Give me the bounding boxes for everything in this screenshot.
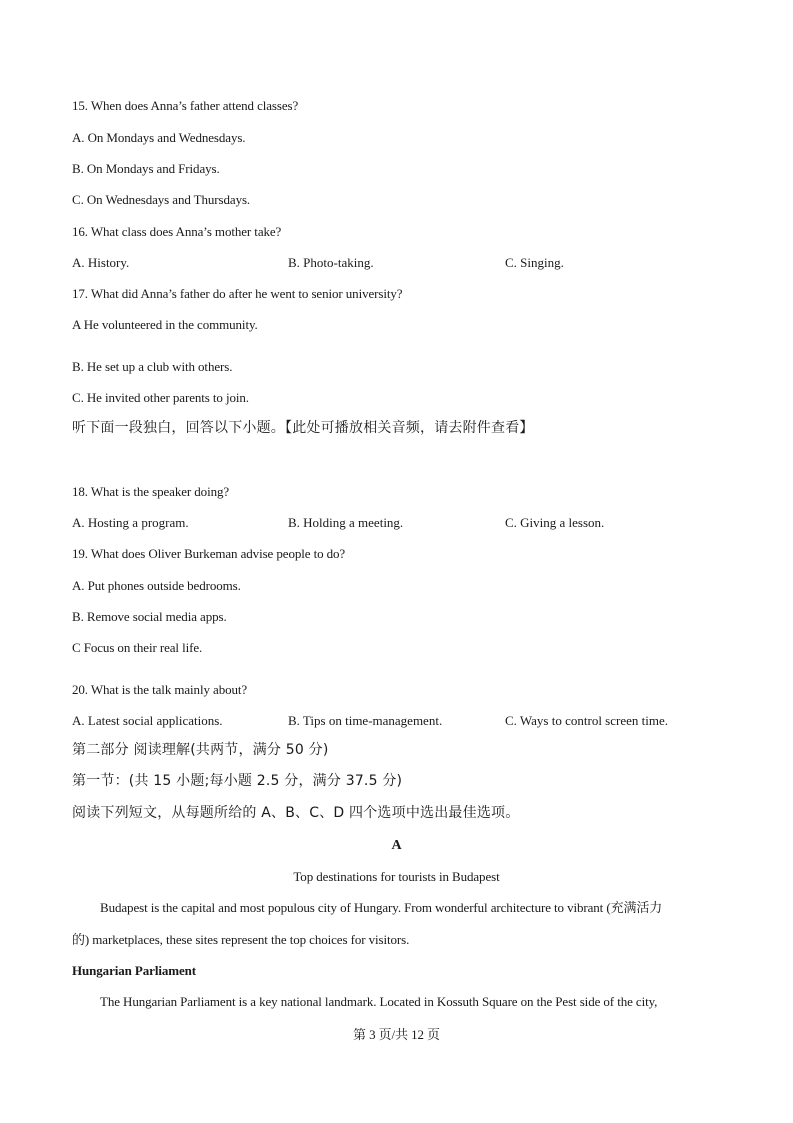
q18-question: 18. What is the speaker doing?	[72, 484, 230, 499]
passage-title: Top destinations for tourists in Budapest	[293, 869, 500, 884]
q16-option-a: A. History.	[72, 255, 130, 270]
intro-line-1: Budapest is the capital and most populous city of Hungary. From wonderful architecture to vibrant (充满活力	[100, 900, 663, 915]
passage-letter: A	[391, 838, 402, 853]
q16-option-c: C. Singing.	[505, 255, 564, 270]
q16-question: 16. What class does Anna’s mother take?	[72, 224, 282, 239]
q19-option-a: A. Put phones outside bedrooms.	[72, 578, 241, 593]
q17-option-a: A He volunteered in the community.	[72, 317, 258, 332]
intro-line-2: 的) marketplaces, these sites represent the top choices for visitors.	[72, 932, 410, 947]
q16-option-b: B. Photo-taking.	[288, 255, 374, 270]
part-two-heading: 第二部分 阅读理解(共两节，满分 50 分)	[72, 742, 329, 758]
subheading-hungarian-parliament: Hungarian Parliament	[72, 963, 197, 978]
q17-option-b: B. He set up a club with others.	[72, 359, 233, 374]
q18-option-b: B. Holding a meeting.	[288, 515, 404, 530]
q18-option-a: A. Hosting a program.	[72, 515, 189, 530]
q19-option-b: B. Remove social media apps.	[72, 609, 227, 624]
q20-option-b: B. Tips on time-management.	[288, 713, 443, 728]
q20-option-a: A. Latest social applications.	[72, 713, 223, 728]
q20-question: 20. What is the talk mainly about?	[72, 682, 248, 697]
page-number: 第 3 页/共 12 页	[353, 1027, 440, 1042]
q18-option-c: C. Giving a lesson.	[505, 515, 605, 530]
q17-question: 17. What did Anna’s father do after he went to senior university?	[72, 286, 403, 301]
reading-instruction: 阅读下列短文，从每题所给的 A、B、C、D 四个选项中选出最佳选项。	[72, 805, 520, 821]
q19-question: 19. What does Oliver Burkeman advise people to do?	[72, 546, 346, 561]
q15-question: 15. When does Anna’s father attend classes?	[72, 98, 299, 113]
parliament-para-line-1: The Hungarian Parliament is a key national landmark. Located in Kossuth Square on the Pest side of the city,	[100, 994, 658, 1009]
q19-option-c: C Focus on their real life.	[72, 640, 203, 655]
section-one-heading: 第一节：(共 15 小题;每小题 2.5 分，满分 37.5 分)	[72, 773, 403, 789]
q17-option-c: C. He invited other parents to join.	[72, 390, 249, 405]
q15-option-c: C. On Wednesdays and Thursdays.	[72, 192, 251, 207]
q15-option-b: B. On Mondays and Fridays.	[72, 161, 220, 176]
monologue-instruction: 听下面一段独白，回答以下小题。【此处可播放相关音频，请去附件查看】	[72, 420, 534, 436]
q20-option-c: C. Ways to control screen time.	[505, 713, 668, 728]
q15-option-a: A. On Mondays and Wednesdays.	[72, 130, 246, 145]
